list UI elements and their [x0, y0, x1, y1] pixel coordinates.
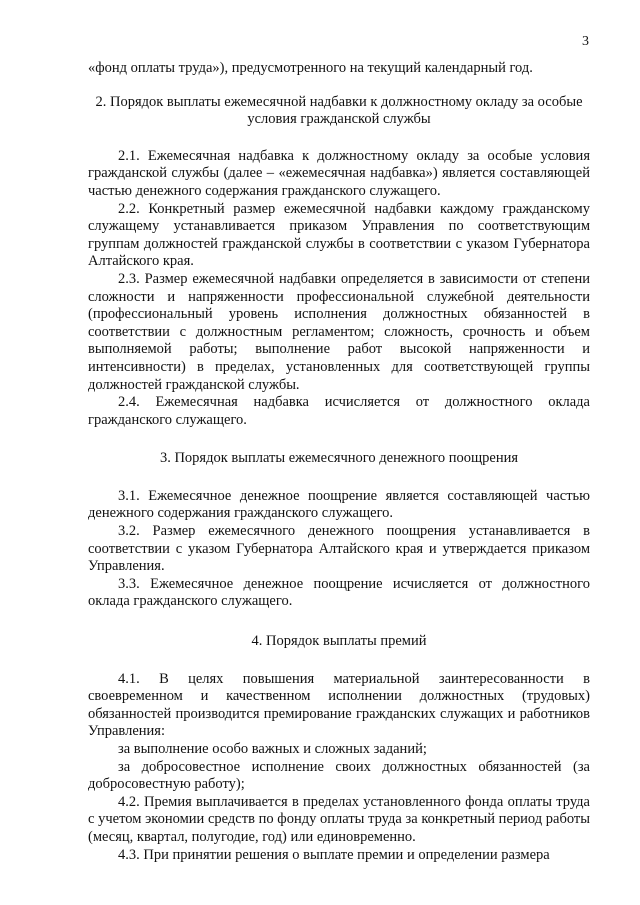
paragraph-4-3: 4.3. При принятии решения о выплате премии и определении размера	[118, 846, 550, 863]
paragraph-4-2: 4.2. Премия выплачивается в пределах установленного фонда оплаты труда с учетом экономии средств по фонду оплаты труда за конкретный период работы (месяц, квартал, полугодие, год) или единовременно.	[88, 793, 590, 845]
paragraph-4-1: 4.1. В целях повышения материальной заинтересованности в своевременном и качественном исполнении должностных (трудовых) обязанностей производится премирование гражданских служащих и работников Управления:	[88, 670, 590, 740]
paragraph-2-1: 2.1. Ежемесячная надбавка к должностному окладу за особые условия гражданской службы (далее – «ежемесячная надбавка») является составляющей частью денежного содержания гражданского служащего.	[88, 147, 590, 199]
paragraph-2-4: 2.4. Ежемесячная надбавка исчисляется от должностного оклада гражданского служащего.	[88, 394, 590, 428]
document-body	[88, 60, 590, 864]
paragraph-2-3: 2.3. Размер ежемесячной надбавки определяется в зависимости от степени сложности и напряженности профессиональной служебной деятельности (профессиональный уровень исполнения должностных обязанностей в соответствии с должностным регламентом; сложность, срочность и объем выполняемой работы; выполнение работ высокой напряженности и интенсивности) в пределах, установленных для соответствующей группы должностей гражданской службы.	[88, 270, 590, 393]
section-2-title: 2. Порядок выплаты ежемесячной надбавки к должностному окладу за особые условия гражданской службы	[95, 93, 583, 128]
intro-line: «фонд оплаты труда»), предусмотренного на текущий календарный год.	[88, 60, 533, 76]
paragraph-3-3: 3.3. Ежемесячное денежное поощрение исчисляется от должностного оклада гражданского служащего.	[88, 575, 590, 610]
paragraph-2-2: 2.2. Конкретный размер ежемесячной надбавки каждому гражданскому служащему устанавливается приказом Управления по соответствующим группам должностей гражданской службы в соответствии с указом Губернатора Алтайского края.	[88, 200, 590, 270]
page-number: 3	[582, 34, 589, 49]
list-item-conscientious-work: за добросовестное исполнение своих должностных обязанностей (за добросовестную работу);	[88, 758, 590, 793]
list-item-important-tasks: за выполнение особо важных и сложных заданий;	[118, 741, 427, 757]
section-4-title: 4. Порядок выплаты премий	[251, 633, 427, 650]
paragraph-3-2: 3.2. Размер ежемесячного денежного поощрения устанавливается в соответствии с указом Губернатора Алтайского края и утверждается приказом Управления.	[88, 523, 590, 575]
paragraph-3-1: 3.1. Ежемесячное денежное поощрение является составляющей частью денежного содержания гражданского служащего.	[88, 487, 590, 522]
section-3-title: 3. Порядок выплаты ежемесячного денежного поощрения	[159, 450, 519, 467]
